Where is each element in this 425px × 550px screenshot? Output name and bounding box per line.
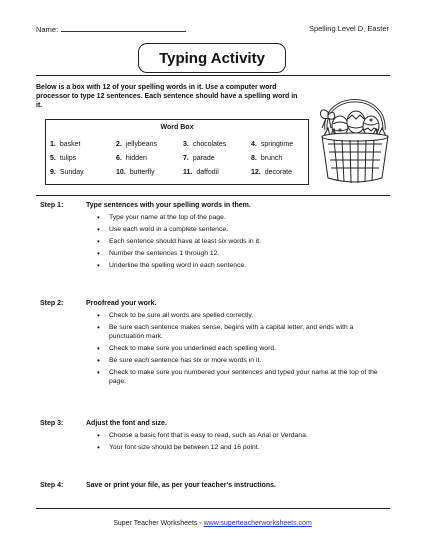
word-item: 1. basket: [50, 141, 81, 148]
step-1-label: Step 1:: [40, 202, 64, 209]
middle-divider: [36, 195, 390, 196]
word-item: 12. decorate: [251, 169, 292, 176]
word-item: 11. daffodil: [183, 169, 219, 176]
footer-link[interactable]: www.superteacherworksheets.com: [203, 520, 312, 527]
word-item: 7. parade: [183, 155, 215, 162]
list-item: • Number the sentences 1 through 12.: [97, 250, 389, 259]
word-item: 9. Sunday: [50, 169, 84, 176]
spelling-level: Spelling Level D, Easter: [308, 24, 389, 33]
word-box-row: [50, 169, 308, 181]
step-1-title: Type sentences with your spelling words in them.: [86, 202, 251, 209]
step-3-title: Adjust the font and size.: [86, 420, 167, 427]
step-3-list: [97, 432, 389, 456]
intro-text: Below is a box with 12 of your spelling words in it. Use a computer word processor to type 12 sentences. Each sentence should have a spelling word in it.: [36, 84, 298, 110]
page-title-text: Typing Activity: [159, 49, 265, 67]
page-title: [138, 43, 286, 73]
list-item: • Be sure each sentence has six or more words in it.: [97, 357, 389, 366]
step-1-list: [97, 214, 389, 274]
list-item: • Type your name at the top of the page.: [97, 214, 389, 223]
word-box-row: [50, 141, 308, 153]
step-2-list: [97, 312, 389, 390]
step-4-title: Save or print your file, as per your teacher's instructions.: [86, 482, 276, 489]
bottom-divider: [36, 508, 390, 509]
name-field: [36, 24, 186, 34]
list-item: • Underline the spelling word in each sentence.: [97, 262, 389, 271]
word-box: [45, 119, 309, 185]
footer: [0, 520, 425, 527]
footer-text: Super Teacher Worksheets -: [113, 520, 204, 527]
list-item: • Check to make sure you underlined each spelling word.: [97, 345, 389, 354]
word-item: 5. tulips: [50, 155, 77, 162]
word-item: 2. jellybeans: [116, 141, 157, 148]
word-item: 10. butterfly: [116, 169, 155, 176]
word-item: 8. brunch: [251, 155, 283, 162]
name-label: Name:: [36, 25, 59, 34]
word-box-row: [50, 155, 308, 167]
list-item: • Each sentence should have at least six words in it.: [97, 238, 389, 247]
easter-basket-icon: [316, 82, 394, 186]
list-item: • Be sure each sentence makes sense, begins with a capital letter, and ends with a punctuation mark.: [97, 324, 389, 341]
word-box-title: Word Box: [160, 124, 194, 131]
step-4-label: Step 4:: [40, 482, 64, 489]
list-item: • Check to be sure all words are spelled correctly.: [97, 312, 389, 321]
word-item: 3. chocolates: [183, 141, 227, 148]
list-item: • Check to make sure you numbered your sentences and typed your name at the top of the page.: [97, 369, 389, 386]
list-item: • Use each word in a complete sentence.: [97, 226, 389, 235]
step-2-label: Step 2:: [40, 300, 64, 307]
step-2-title: Proofread your work.: [86, 300, 157, 307]
name-line: [61, 24, 186, 32]
word-item: 6. hidden: [116, 155, 147, 162]
word-item: 4. springtime: [251, 141, 294, 148]
step-3-label: Step 3:: [40, 420, 64, 427]
list-item: • Choose a basic font that is easy to read, such as Arial or Verdana.: [97, 432, 389, 441]
list-item: • Your font size should be between 12 and 16 point.: [97, 444, 389, 453]
top-divider: [36, 75, 390, 76]
